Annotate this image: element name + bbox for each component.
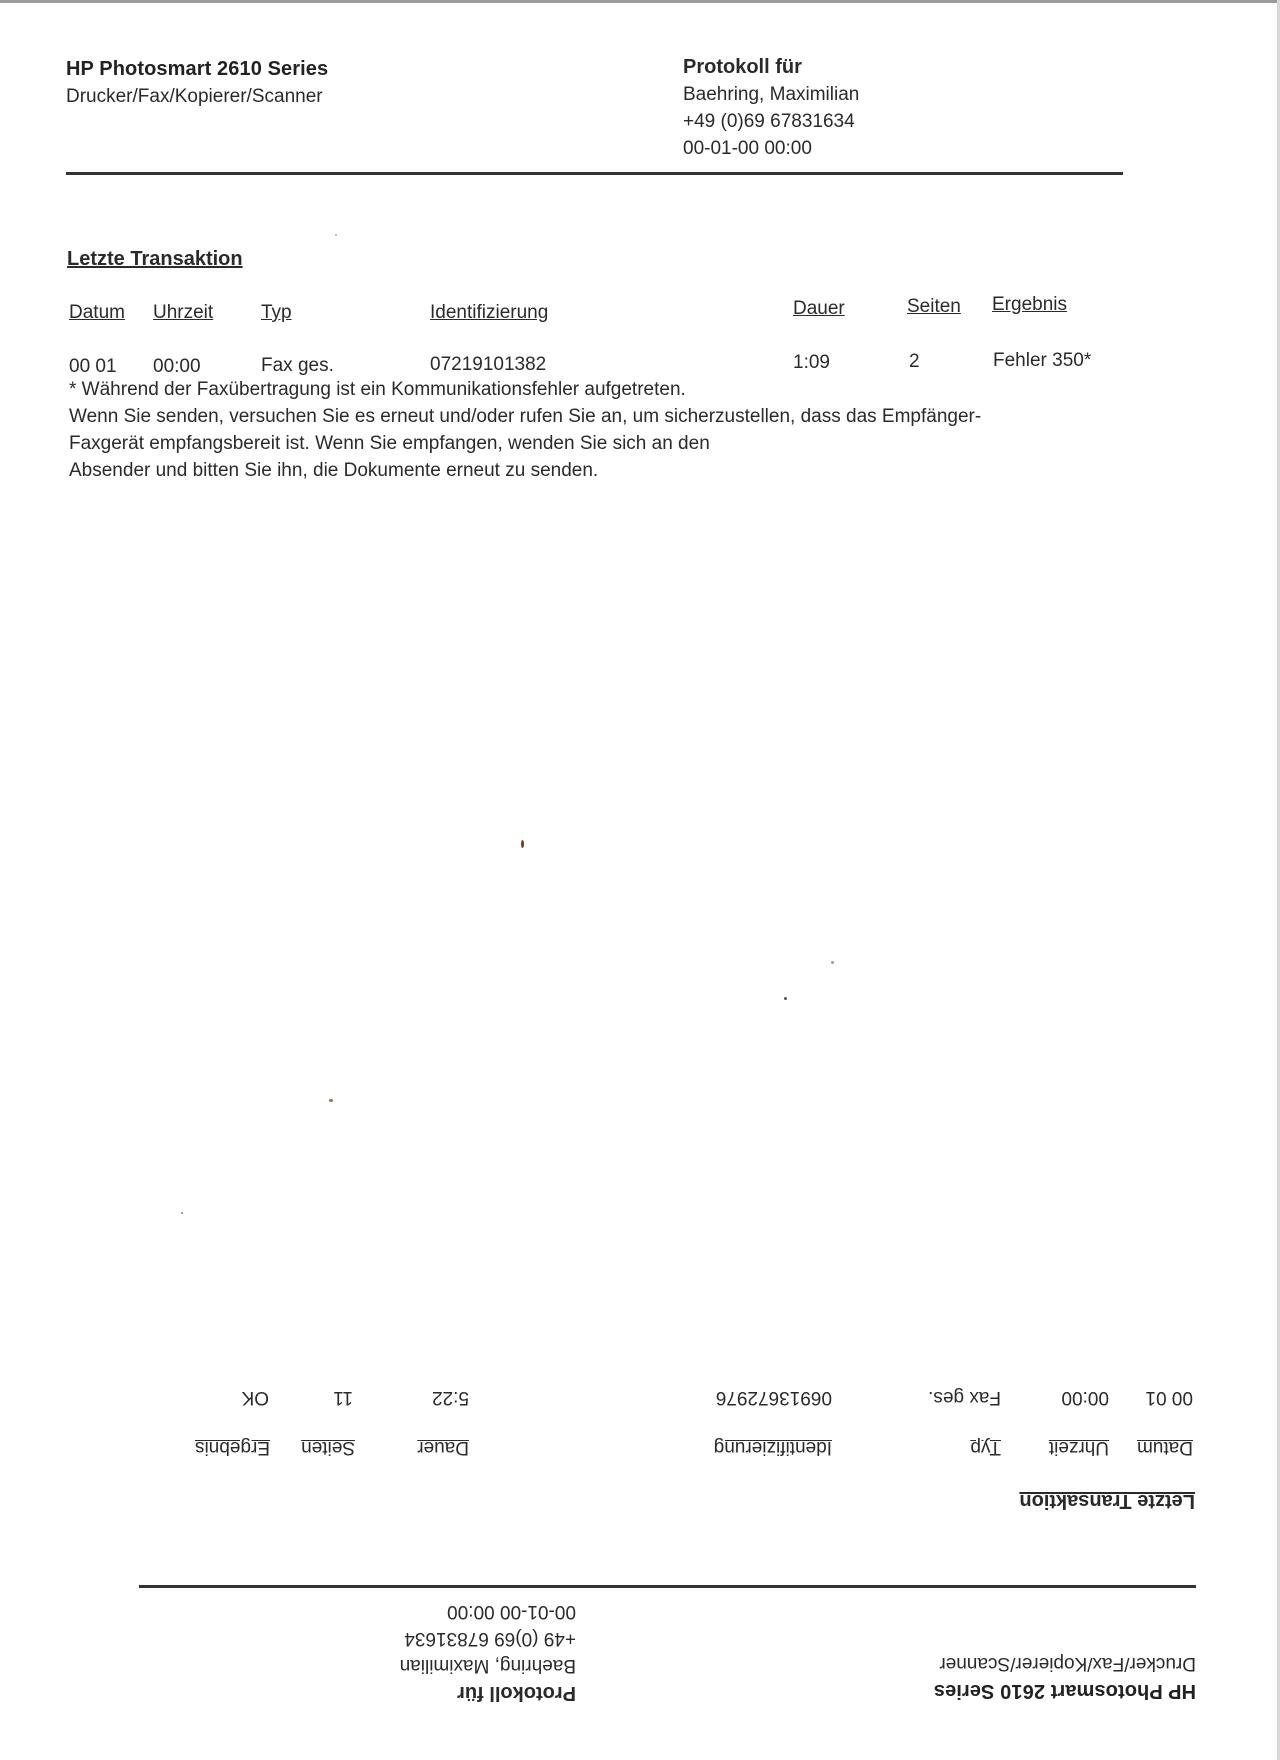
column-header-typ: Typ bbox=[970, 1437, 1001, 1458]
header-divider bbox=[139, 1585, 1196, 1588]
column-header-identifizierung: Identifizierung bbox=[713, 1437, 832, 1458]
column-header-uhrzeit: Uhrzeit bbox=[1048, 1437, 1109, 1458]
column-header-seiten: Seiten bbox=[301, 1437, 355, 1458]
cell-datum: 00 01 bbox=[69, 356, 117, 377]
scan-top-edge bbox=[0, 0, 1280, 3]
owner-phone: +49 (0)69 67831634 bbox=[404, 1628, 576, 1649]
scan-speck bbox=[335, 234, 337, 236]
cell-identifizierung: 07219101382 bbox=[430, 354, 547, 375]
header-divider bbox=[66, 172, 1123, 175]
cell-typ: Fax ges. bbox=[261, 355, 334, 376]
owner-name: Baehring, Maximilian bbox=[399, 1655, 576, 1676]
scan-speck bbox=[329, 1099, 333, 1102]
cell-typ: Fax ges. bbox=[928, 1387, 1001, 1408]
protocol-title: Protokoll für bbox=[457, 1682, 576, 1704]
cell-identifizierung: 06913672976 bbox=[715, 1387, 832, 1408]
note-line: Faxgerät empfangsbereit ist. Wenn Sie empfangen, wenden Sie sich an den bbox=[69, 433, 710, 454]
section-title: Letzte Transaktion bbox=[67, 248, 243, 270]
note-line: Wenn Sie senden, versuchen Sie es erneut und/oder rufen Sie an, um sicherzustellen, dass das Empfänger- bbox=[69, 406, 982, 427]
cell-uhrzeit: 00:00 bbox=[153, 356, 201, 377]
column-header-uhrzeit: Uhrzeit bbox=[153, 302, 214, 323]
column-header-typ: Typ bbox=[261, 302, 292, 323]
device-header bbox=[66, 58, 526, 108]
cell-datum: 00 01 bbox=[1145, 1387, 1193, 1408]
device-type: Drucker/Fax/Kopierer/Scanner bbox=[939, 1653, 1196, 1674]
cell-uhrzeit: 00:00 bbox=[1061, 1387, 1109, 1408]
device-type: Drucker/Fax/Kopierer/Scanner bbox=[66, 86, 323, 107]
report-datetime: 00-01-00 00:00 bbox=[447, 1601, 576, 1622]
fax-report-upside-down bbox=[66, 1258, 1196, 1708]
cell-dauer: 5:22 bbox=[432, 1387, 469, 1408]
column-header-identifizierung: Identifizierung bbox=[430, 302, 549, 323]
scan-speck bbox=[831, 961, 834, 964]
scan-speck bbox=[181, 1212, 183, 1214]
cell-ergebnis: OK bbox=[241, 1387, 269, 1408]
owner-name: Baehring, Maximilian bbox=[683, 84, 860, 105]
fax-report-upright bbox=[66, 52, 1196, 502]
note-line: Absender und bitten Sie ihn, die Dokumente erneut zu senden. bbox=[69, 460, 599, 481]
report-datetime: 00-01-00 00:00 bbox=[683, 138, 812, 159]
error-note bbox=[69, 376, 1169, 484]
column-header-dauer: Dauer bbox=[793, 298, 845, 319]
cell-dauer: 1:09 bbox=[793, 352, 830, 373]
column-header-datum: Datum bbox=[69, 302, 125, 323]
cell-seiten: 11 bbox=[333, 1387, 353, 1408]
protocol-title: Protokoll für bbox=[683, 56, 802, 78]
column-header-ergebnis: Ergebnis bbox=[992, 294, 1067, 315]
column-header-datum: Datum bbox=[1137, 1437, 1193, 1458]
device-model: HP Photosmart 2610 Series bbox=[66, 58, 329, 80]
cell-ergebnis: Fehler 350* bbox=[993, 350, 1092, 371]
section-title: Letzte Transaktion bbox=[1019, 1490, 1195, 1512]
column-header-dauer: Dauer bbox=[417, 1437, 469, 1458]
device-header bbox=[736, 1652, 1196, 1702]
note-line: * Während der Faxübertragung ist ein Kommunikationsfehler aufgetreten. bbox=[69, 379, 686, 400]
scan-speck bbox=[784, 997, 787, 1000]
protocol-block bbox=[176, 1598, 576, 1706]
protocol-block bbox=[683, 54, 1083, 162]
cell-seiten: 2 bbox=[909, 351, 920, 372]
column-header-ergebnis: Ergebnis bbox=[195, 1437, 270, 1458]
scan-speck bbox=[521, 840, 524, 848]
column-header-seiten: Seiten bbox=[907, 296, 961, 317]
device-model: HP Photosmart 2610 Series bbox=[933, 1680, 1196, 1702]
owner-phone: +49 (0)69 67831634 bbox=[683, 111, 855, 132]
